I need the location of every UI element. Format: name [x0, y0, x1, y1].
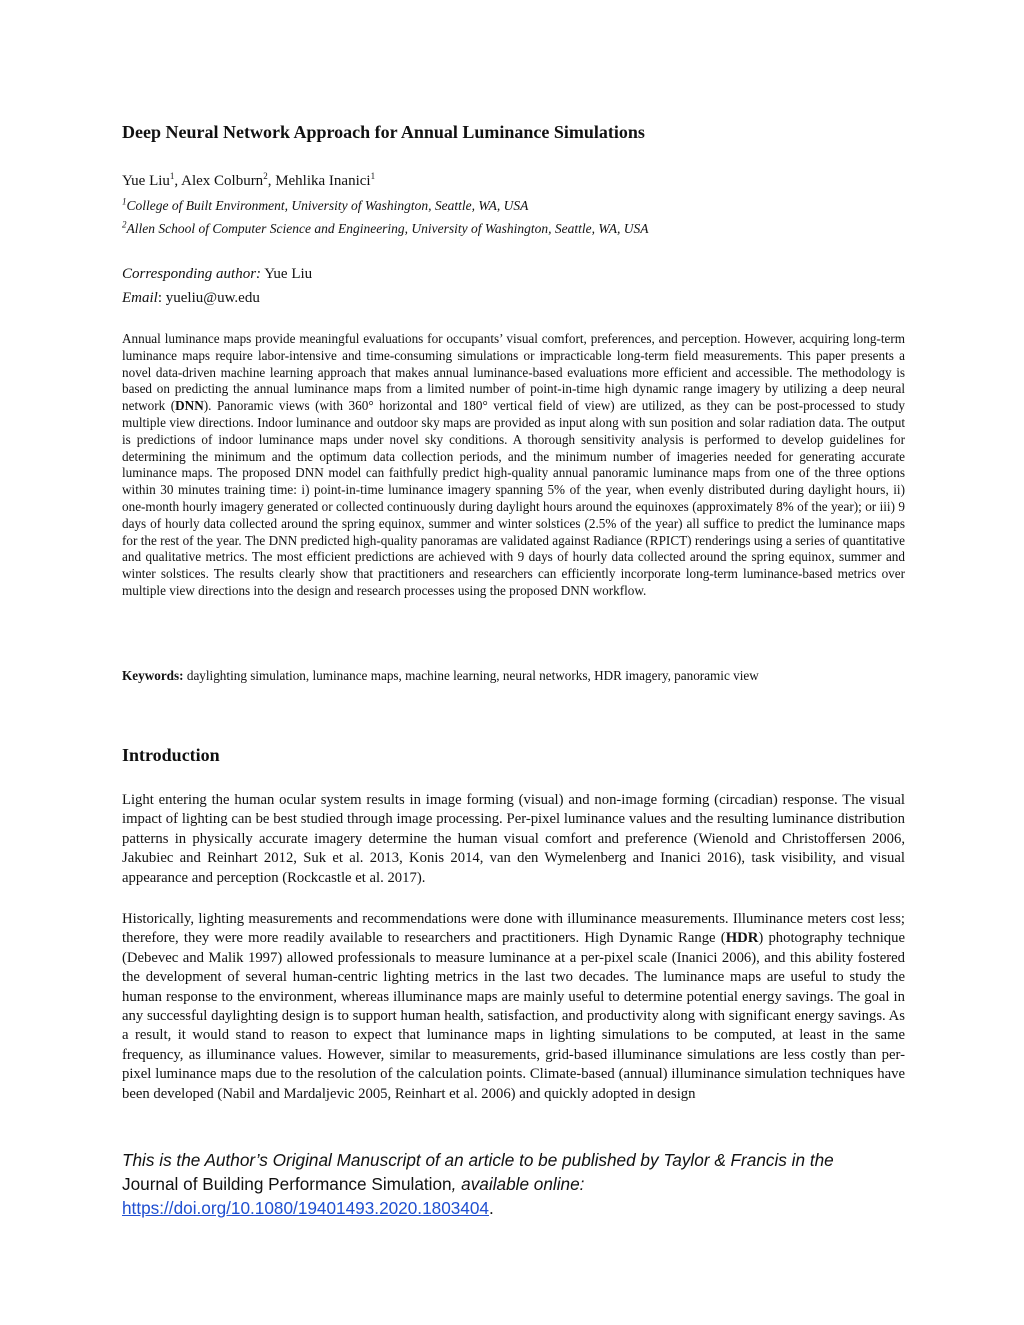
author-name: Mehlika Inanici — [275, 173, 371, 189]
paragraph-acronym: HDR — [725, 930, 759, 947]
email-label: Email — [122, 290, 158, 306]
journal-name: Journal of Building Performance Simulation — [122, 1174, 452, 1194]
author-affiliation-mark: 1 — [169, 171, 175, 181]
corresponding-author — [122, 266, 312, 283]
affiliation-1 — [122, 198, 528, 214]
intro-paragraph-1: Light entering the human ocular system results in image forming (visual) and non-image forming (circadian) response. The visual impact of lighting can be best studied through image processing. Per-pixel luminance values and the resulting luminance distribution patterns in physically accurate imagery determine the human visual comfort and preference (Wienold and Christoffersen 2006, Jakubiec and Reinhart 2012, Suk et al. 2013, Konis 2014, van den Wymelenberg and Inanici 2016), task visibility, and visual appearance and perception (Rockcastle et al. 2017). — [122, 792, 905, 886]
manuscript-notice — [122, 1148, 882, 1220]
email-line — [122, 290, 260, 307]
affiliation-mark: 2 — [122, 219, 127, 230]
notice-end: . — [489, 1198, 494, 1218]
author-list: Yue Liu$^1$, Alex Colburn$^2$, Mehlika Inanici$^1$ — [122, 171, 376, 189]
abstract-acronym: DNN — [175, 398, 204, 414]
paper-title: Deep Neural Network Approach for Annual Luminance Simulations — [122, 122, 645, 142]
affiliation-2 — [122, 221, 648, 237]
doi-link[interactable]: https://doi.org/10.1080/19401493.2020.1803404 — [122, 1198, 489, 1218]
keywords-list: daylighting simulation, luminance maps, machine learning, neural networks, HDR imagery, panoramic view — [183, 668, 759, 683]
author-name: Alex Colburn — [181, 173, 264, 189]
corresponding-author-name: Yue Liu — [264, 266, 313, 282]
notice-text: , available online: — [451, 1174, 585, 1194]
corresponding-author-label: Corresponding author: — [122, 266, 262, 282]
abstract-text: ). Panoramic views (with 360° horizontal and 180° vertical field of view) are utilized, as they can be post-processed to study multiple view directions. Indoor luminance and outdoor sky maps are provided as input along with sun position and solar radiation data. The output is predictions of indoor luminance maps under novel sky conditions. A thorough sensitivity analysis is performed to develop guidelines for determining the minimum and the optimum data collection periods, and the minimum number of imageries needed for generating accurate luminance maps. The proposed DNN model can faithfully predict high-quality annual panoramic luminance maps from one of the three options within 30 minutes training time: i) point-in-time luminance imagery spanning 5% of the year, when evenly distributed during daylight hours, ii) one-month hourly imagery generated or collected continuously during daylight hours around the equinoxes (approximately 8% of the year); or iii) 9 days of hourly data collected around the spring equinox, summer and winter solstices (2.5% of the year) all suffice to predict the luminance maps for the rest of the year. The DNN predicted high-quality panoramas are validated against Radiance (RPICT) renderings using a series of quantitative and qualitative metrics. The most efficient predictions are achieved with 9 days of hourly data collected around the spring equinox, summer and winter solstices. The results clearly show that practitioners and researchers can efficiently incorporate long-term luminance-based metrics over multiple view directions into the design and research processes using the proposed DNN workflow. — [122, 398, 905, 598]
abstract-text: Annual luminance maps provide meaningful evaluations for occupants’ visual comfort, preferences, and perception. However, acquiring long-term luminance maps require labor-intensive and time-consuming simulations or impracticable long-term field measurements. This paper presents a novel data-driven machine learning approach that makes annual luminance-based evaluations more efficient and accessible. The methodology is based on predicting the annual luminance maps from a limited number of point-in-time high dynamic range imagery by utilizing a deep neural network ( — [122, 331, 905, 414]
keywords — [122, 668, 759, 684]
paragraph-text: Historically, lighting measurements and recommendations were done with illuminance measurements. Illuminance meters cost less; therefore, they were more readily available to researchers and practitioners. High Dynamic Range ( — [122, 911, 905, 947]
paragraph-text: ) photography technique (Debevec and Malik 1997) allowed professionals to measure luminance at a per-pixel scale (Inanici 2006), and this ability fostered the development of several human-centric lighting metrics in the last two decades. The luminance maps are useful to study the human response to the environment, whereas illuminance maps are mainly useful to determine potential energy savings. The goal in any successful daylighting design is to support human health, satisfaction, and productivity along with significant energy savings. As a result, it would stand to reason to expect that luminance maps in lighting simulations to be computed, at least in the same frequency, as illuminance values. However, similar to measurements, grid-based illuminance simulations are less costly than per-pixel luminance maps due to the resolution of the calculation points. Climate-based (annual) illuminance simulation techniques have been developed (Nabil and Mardaljevic 2005, Reinhart et al. 2006) and quickly adopted in design — [122, 930, 905, 1102]
author-affiliation-mark: 2 — [263, 171, 268, 181]
keywords-label: Keywords: — [122, 668, 184, 683]
author-name: Yue Liu — [122, 173, 170, 189]
intro-paragraph-2 — [122, 910, 905, 1104]
affiliation-mark: 1 — [122, 196, 127, 207]
affiliation-text: Allen School of Computer Science and Engineering, University of Washington, Seattle, WA, USA — [126, 221, 649, 236]
section-heading-introduction: Introduction — [122, 745, 220, 765]
affiliation-text: College of Built Environment, University of Washington, Seattle, WA, USA — [126, 198, 529, 213]
abstract — [122, 331, 905, 600]
email-address[interactable]: : yueliu@uw.edu — [157, 290, 260, 306]
notice-text: This is the Author’s Original Manuscript of an article to be published by Taylor & Francis in the — [122, 1150, 834, 1170]
author-affiliation-mark: 1 — [370, 171, 376, 181]
